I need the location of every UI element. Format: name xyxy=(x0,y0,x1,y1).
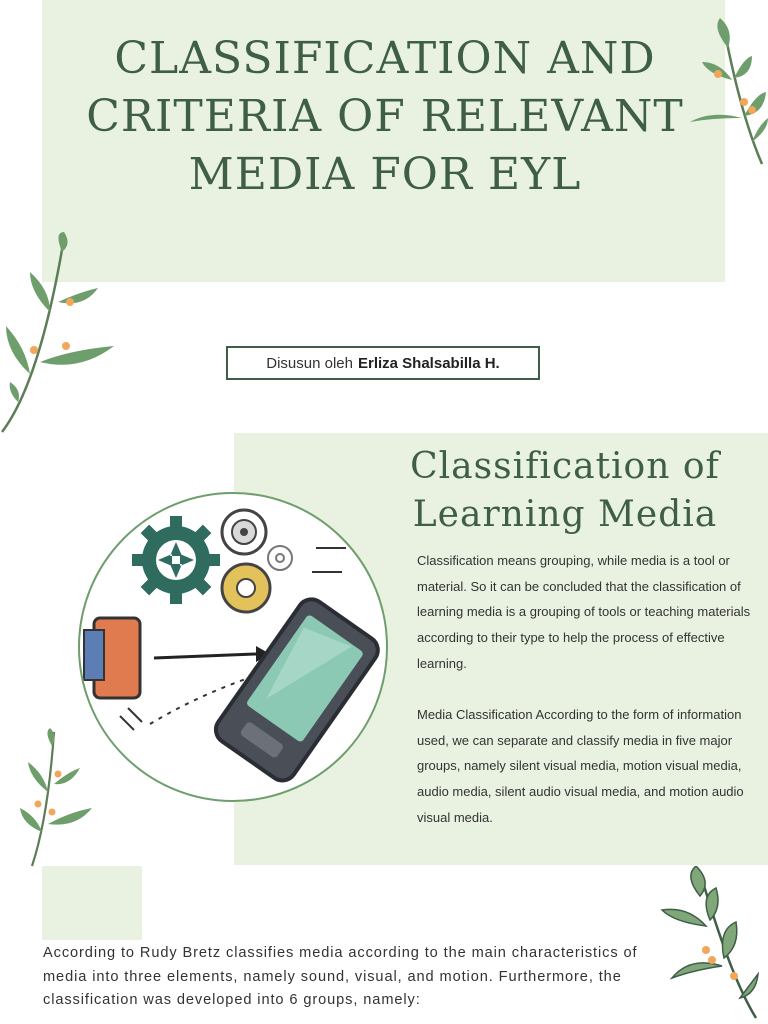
decorative-panel xyxy=(42,866,142,940)
gear-icon xyxy=(268,546,292,570)
leaf-sprig-icon xyxy=(660,866,760,1020)
leaf-sprig-icon xyxy=(682,18,768,168)
camera-icon xyxy=(84,618,140,698)
author-credit xyxy=(226,346,540,380)
page-title: CLASSIFICATION AND CRITERIA OF RELEVANT MEDIA FOR EYL xyxy=(86,33,684,200)
section-paragraph-1: Classification means grouping, while media is a tool or material. So it can be concluded that the classification of learning media is a grouping of tools or teaching materials according to their type to help the process of effective learning. xyxy=(417,553,751,671)
gear-icon xyxy=(222,510,266,554)
media-illustration xyxy=(78,492,388,802)
author-prefix: Disusun oleh xyxy=(266,354,353,372)
leaf-sprig-icon xyxy=(0,232,116,434)
gear-icon xyxy=(132,516,220,604)
author-name: Erliza Shalsabilla H. xyxy=(357,354,500,372)
section-paragraph-2: Media Classification According to the form of information used, we can separate and classify media in five major groups, namely silent visual media, motion visual media, audio media, silent audio visual media, and motion audio visual media. xyxy=(417,707,744,825)
bottom-paragraph: According to Rudy Bretz classifies media according to the main characteristics of media into three elements, namely sound, visual, and motion. Furthermore, the classification was developed into 6 groups, namely: xyxy=(43,945,638,1008)
leaf-sprig-icon xyxy=(18,728,98,868)
section-title: Classification of Learning Media xyxy=(410,446,720,535)
gear-icon xyxy=(222,564,270,612)
